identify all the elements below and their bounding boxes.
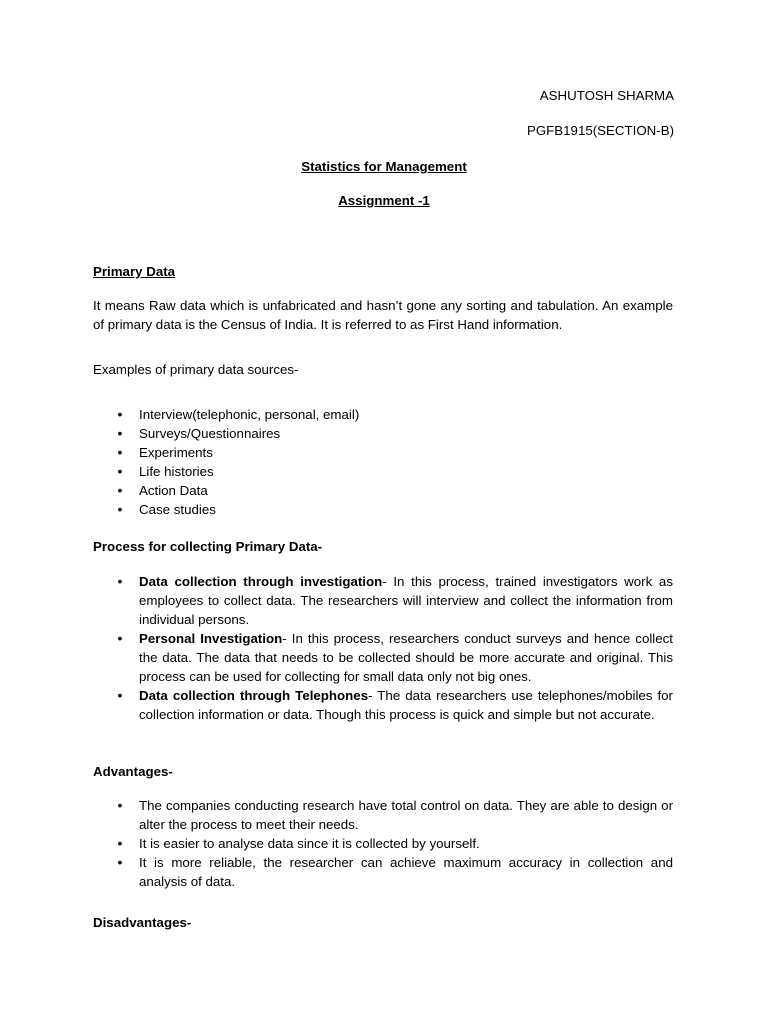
- list-item: • Action Data: [93, 481, 673, 500]
- bullet-icon: •: [117, 501, 123, 517]
- process-item-title: Personal Investigation: [139, 631, 283, 646]
- list-item: • Life histories: [93, 462, 673, 481]
- list-item: • Case studies: [93, 500, 673, 519]
- process-item-title: Data collection through investigation: [139, 574, 383, 589]
- bullet-icon: •: [117, 687, 123, 703]
- author-name: ASHUTOSH SHARMA: [539, 88, 674, 103]
- examples-list: [93, 405, 673, 519]
- bullet-icon: •: [117, 630, 123, 646]
- list-item: • It is easier to analyse data since it is collected by yourself.: [93, 834, 673, 853]
- list-item: • Data collection through Telephones- The data researchers use telephones/mobiles for collection information or data. Though this process is quick and simple but not accurate.: [93, 686, 673, 724]
- assignment-title: Assignment -1: [338, 193, 430, 208]
- examples-intro: Examples of primary data sources-: [93, 362, 299, 377]
- list-item: • Experiments: [93, 443, 673, 462]
- bullet-icon: •: [117, 854, 123, 870]
- list-item: • The companies conducting research have total control on data. They are able to design or alter the process to meet their needs.: [93, 796, 673, 834]
- primary-data-paragraph: It means Raw data which is unfabricated and hasn’t gone any sorting and tabulation. An example of primary data is the Census of India. It is referred to as First Hand information.: [93, 298, 673, 332]
- list-item: • Interview(telephonic, personal, email): [93, 405, 673, 424]
- bullet-icon: •: [117, 463, 123, 479]
- process-heading: Process for collecting Primary Data-: [93, 539, 323, 554]
- list-item: • It is more reliable, the researcher can achieve maximum accuracy in collection and analysis of data.: [93, 853, 673, 891]
- bullet-icon: •: [117, 406, 123, 422]
- bullet-icon: •: [117, 482, 123, 498]
- primary-data-heading: Primary Data: [93, 264, 176, 279]
- advantages-list: [93, 796, 673, 891]
- disadvantages-heading: Disadvantages-: [93, 915, 192, 930]
- list-item: • Personal Investigation- In this process, researchers conduct surveys and hence collect the data. The data that needs to be collected should be more accurate and original. This process can be used for collecting for small data only not big ones.: [93, 629, 673, 686]
- subject-title: Statistics for Management: [301, 159, 467, 174]
- list-item: • Surveys/Questionnaires: [93, 424, 673, 443]
- roll-number: PGFB1915(SECTION-B): [526, 123, 674, 138]
- process-list: [93, 572, 673, 724]
- bullet-icon: •: [117, 425, 123, 441]
- list-item: • Data collection through investigation- In this process, trained investigators work as employees to collect data. The researchers will interview and collect the information from individual persons.: [93, 572, 673, 629]
- bullet-icon: •: [117, 573, 123, 589]
- process-item-title: Data collection through Telephones: [139, 688, 369, 703]
- bullet-icon: •: [117, 797, 123, 813]
- bullet-icon: •: [117, 835, 123, 851]
- advantages-heading: Advantages-: [93, 764, 173, 779]
- bullet-icon: •: [117, 444, 123, 460]
